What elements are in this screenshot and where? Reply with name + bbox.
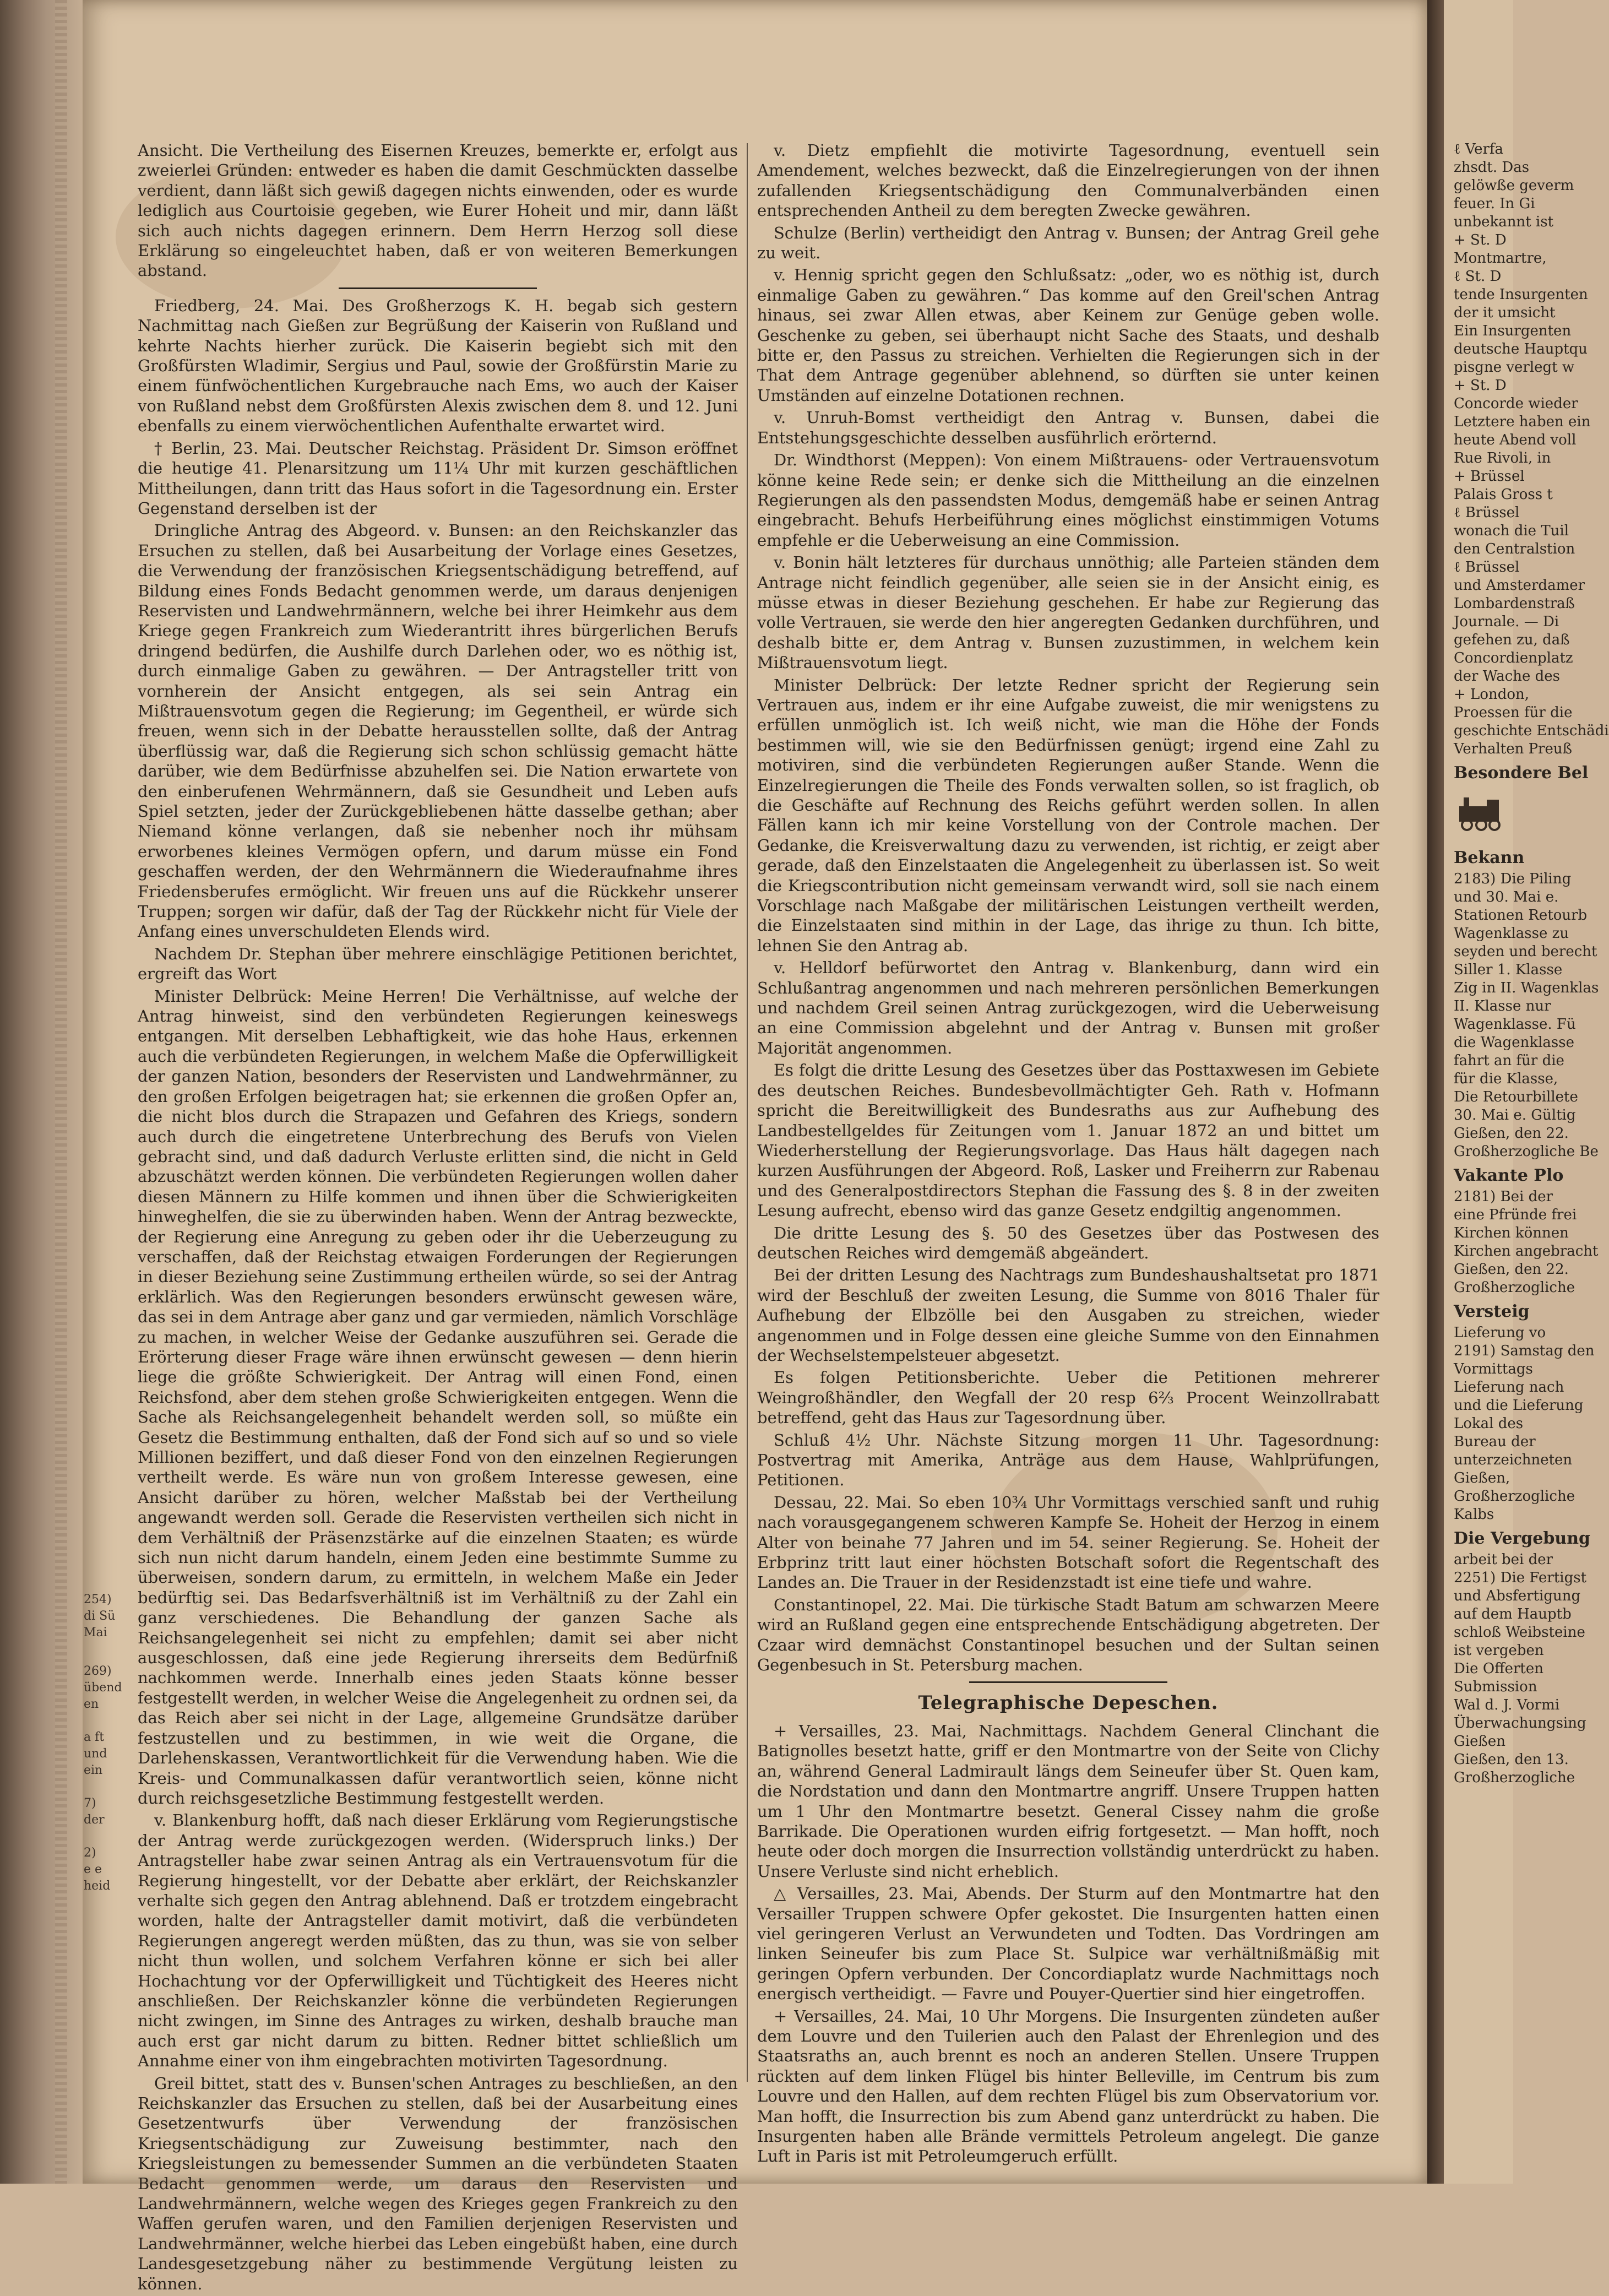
gutter-line: en bbox=[84, 1697, 99, 1711]
adjacent-line: unbekannt ist bbox=[1454, 214, 1554, 230]
adjacent-line: 2181) Bei der bbox=[1454, 1188, 1553, 1205]
adjacent-line: Lombardenstraß bbox=[1454, 595, 1575, 612]
adjacent-line: Lokal des bbox=[1454, 1415, 1524, 1432]
adjacent-line: unterzeichneten bbox=[1454, 1452, 1573, 1468]
adjacent-heading: Vakante Plo bbox=[1454, 1166, 1564, 1185]
article-paragraph: v. Helldorf befürwortet den Antrag v. Blankenburg, dann wird ein Schlußantrag angenommen und nach mehreren persönlichen Bemerkungen und nachdem Greil seinen Antrag zurückgezogen, wird die Ueberweisung an eine Commission abgelehnt und der Antrag v. Bunsen mit großer Majorität angenommen. bbox=[757, 958, 1379, 1057]
adjacent-line: Gießen, bbox=[1454, 1470, 1510, 1486]
article-paragraph: Dringliche Antrag des Abgeord. v. Bunsen: an den Reichskanzler das Ersuchen zu stellen, daß bei Ausarbeitung der Vorlage eines Gesetzes, die Verwendung der französischen Kriegsentschädigung betreffend, auf Bildung eines Fonds Bedacht genommen werde, um daraus denjenigen Reservisten und Landwehrmännern, welche bei ihrer Heimkehr aus dem Kriege gegen Frankreich zum Wiederantritt ihres bürgerlichen Berufs dringend bedürfen, die Aushilfe durch Darlehen oder, wo es nöthig ist, durch einmalige Gaben zu gewähren. — Der Antragsteller tritt von vornherein der Ansicht entgegen, als sei sein Antrag ein Mißtrauensvotum gegen die Regierung; im Gegentheil, er würde sich freuen, wenn sich in der Debatte herausstellen sollte, daß der Antrag überflüssig war, daß die Regierung sich schon schlüssig gemacht hätte darüber, wie dem Bedürfnisse abzuhelfen sei. Die Nation erwartete von den einberufenen Wehrmännern, daß sie Gesundheit und Leben aufs Spiel setzten, jeder der Zurückgebliebenen hätte dasselbe gethan; aber Niemand könne verlangen, daß sie nebenher noch ihr mühsam erworbenes kleines Vermögen opfern, und darum müsse ein Fond geschaffen werden, der den Wehrmännern die Wiederaufnahme ihres Friedensberufes ermöglicht. Wir freuen uns auf die Rückkehr unserer Truppen; sorgen wir dafür, daß der Tag der Rückkehr nicht für Viele der Anfang eines unverschuldeten Elends wird. bbox=[138, 521, 738, 941]
adjacent-line: Stationen Retourb bbox=[1454, 907, 1588, 924]
article-paragraph: Minister Delbrück: Der letzte Redner spricht der Regierung sein Vertrauen aus, indem er ihr eine Aufgabe zuweist, die mir wenigstens zu erfüllen unmöglich ist. Ich weiß nicht, wie man die Höhe der Fonds bestimmen will, wie sie den Bedürfnissen genügt; irgend eine Zahl zu motiviren, sind die verbündeten Regierungen außer Stande. Wenn die Einzelregierungen die Theile des Fonds verwalten sollen, so ist fraglich, ob die Geschäfte auf Rechnung des Reichs geführt werden sollen. In allen Fällen kann ich mir keine Vorstellung von der Controle machen. Der Gedanke, die Kreisverwaltung dazu zu verwenden, ist richtig, er zeigt aber gerade, daß den Einzelstaaten die Angelegenheit zu überlassen ist. So weit die Kriegscontribution nicht gemeinsam verwandt wird, soll sie nach einem Vorschlage nach Maßgabe der militärischen Leistungen vertheilt werden, die Einzelstaaten sind mithin in der Lage, das ihrige zu thun. Ich bitte, lehnen Sie den Antrag ab. bbox=[757, 675, 1379, 955]
adjacent-line: Kirchen angebracht bbox=[1454, 1243, 1599, 1260]
adjacent-line: Palais Gross t bbox=[1454, 486, 1553, 503]
adjacent-line: geschichte Entschädi bbox=[1454, 723, 1609, 739]
adjacent-heading: Versteig bbox=[1454, 1302, 1530, 1321]
article-berlin: † Berlin, 23. Mai. Deutscher Reichstag. Präsident Dr. Simson eröffnet die heutige 41. Plenarsitzung um 11¼ Uhr mit kurzen geschäftlichen Mittheilungen, dann tritt das Haus sofort in die Tagesordnung ein. Erster Gegenstand derselben ist der bbox=[138, 438, 738, 518]
article-paragraph: Nachdem Dr. Stephan über mehrere einschlägige Petitionen berichtet, ergreift das Wort bbox=[138, 944, 738, 984]
adjacent-line: Siller 1. Klasse bbox=[1454, 962, 1563, 978]
adjacent-line: Großherzogliche bbox=[1454, 1279, 1575, 1296]
left-column bbox=[138, 140, 738, 2296]
adjacent-line: ℓ Verfa bbox=[1454, 141, 1504, 158]
adjacent-line: tende Insurgenten bbox=[1454, 286, 1588, 303]
gutter-line: di Sü bbox=[84, 1609, 116, 1623]
adjacent-heading: Die Vergebung bbox=[1454, 1529, 1590, 1548]
gutter-line: übend bbox=[84, 1681, 122, 1695]
gutter-line: 7) bbox=[84, 1796, 96, 1810]
adjacent-line: Gießen, den 13. bbox=[1454, 1751, 1569, 1768]
adjacent-line: Großherzogliche Be bbox=[1454, 1143, 1599, 1160]
section-rule bbox=[339, 287, 537, 289]
adjacent-line: Die Offerten bbox=[1454, 1660, 1543, 1677]
adjacent-line: Proessen für die bbox=[1454, 704, 1573, 721]
article-paragraph: Greil bittet, statt des v. Bunsen'schen Antrages zu beschließen, an den Reichskanzler das Ersuchen zu stellen, daß bei der Ausarbeitung eines Gesetzentwurfs über Verwendung der französischen Kriegsentschädigung zur Zuweisung bestimmter, nach den Kriegsleistungen zu bemessender Summen an die verbündeten Staaten Bedacht genommen werde, um daraus den Reservisten und Landwehrmännern, welche wegen des Krieges gegen Frankreich zu den Waffen gerufen waren, und den Familien derjenigen Reservisten und Landwehrmänner, welche hierbei das Leben eingebüßt haben, eine durch Landesgesetzgebung näher zu bestimmende Vergütung leisten zu können. bbox=[138, 2074, 738, 2293]
adjacent-line: gelöwße geverm bbox=[1454, 177, 1574, 194]
adjacent-line: und Amsterdamer bbox=[1454, 577, 1585, 594]
gutter-line: Mai bbox=[84, 1626, 107, 1640]
adjacent-line: + St. D bbox=[1454, 232, 1507, 248]
adjacent-line: Gießen, den 22. bbox=[1454, 1261, 1569, 1278]
adjacent-line: Rue Rivoli, in bbox=[1454, 450, 1551, 466]
adjacent-line: 2251) Die Fertigst bbox=[1454, 1570, 1587, 1586]
adjacent-line: wonach die Tuil bbox=[1454, 523, 1569, 539]
adjacent-line: Letztere haben ein bbox=[1454, 414, 1591, 430]
adjacent-line: der Wache des bbox=[1454, 668, 1561, 685]
adjacent-line: Wagenklasse zu bbox=[1454, 925, 1569, 942]
adjacent-line: 2191) Samstag den bbox=[1454, 1343, 1595, 1359]
adjacent-line: Großherzogliche bbox=[1454, 1488, 1575, 1505]
adjacent-line: Concordienplatz bbox=[1454, 650, 1573, 666]
adjacent-line: Montmartre, bbox=[1454, 250, 1547, 267]
article-paragraph: v. Dietz empfiehlt die motivirte Tagesordnung, eventuell sein Amendement, welches bezweckt, daß die Einzelregierungen von der ihnen zufallenden Kriegsentschädigung den Communalverbänden einen entsprechenden Antheil zu dem beregten Zwecke gewähren. bbox=[757, 141, 1379, 220]
adjacent-line: 2183) Die Piling bbox=[1454, 871, 1572, 887]
article-paragraph: Minister Delbrück: Meine Herren! Die Verhältnisse, auf welche der Antrag hinweist, sind den verbündeten Regierungen keineswegs entgangen. Mit derselben Lebhaftigkeit, wie das hohe Haus, erkennen auch die verbündeten Regierungen, in welchem Maße die Opferwilligkeit der ganzen Nation, besonders der Reservisten und Landwehrmänner, zu den großen Erfolgen beigetragen hat; sie erkennen die großen Opfer an, die nicht blos durch die Strapazen und Gefahren des Kriegs, sondern auch durch die eingetretene Unterbrechung des Berufs von Vielen gebracht sind, und daß dadurch Verluste erlitten sind, die nicht in Geld abzuschätzt werden können. Die verbündeten Regierungen wollen daher diesen Männern zu Hilfe kommen und ihnen über die Schwierigkeiten hinweghelfen, die sie zu überwinden haben. Wenn der Antrag bezweckte, der Regierung eine Anregung zu geben oder ihr die Ueberzeugung zu verschaffen, daß der Reichstag etwaigen Forderungen der Regierungen in dieser Beziehung seine Zustimmung ertheilen würde, so sei der Antrag erklärlich. Was den Regierungen besonders erwünscht gewesen wäre, das sei in dem Antrage aber ganz und gar vermieden, nämlich Vorschläge zu machen, in welcher Weise der Gedanke auszuführen sei. Gerade die Erörterung dieser Frage wäre ihnen erwünscht gewesen — denn hierin liege die größte Schwierigkeit. Der Antrag will einen Fond, einen Reichsfond, aber dem stehen große Schwierigkeiten entgegen. Wenn die Sache als Reichsangelegenheit behandelt werden soll, so müßte ein Gesetz die Bestimmung enthalten, daß der Fond sich auf so und so viele Millionen beziffert, und daß dieser Fond von den einzelnen Regierungen vertheilt werde. Es wäre nun von großem Interesse gewesen, eine Ansicht darüber zu hören, welcher Maßstab bei der Vertheilung angewandt werden soll. Gerade die Reservisten vertheilen sich nicht in dem Verhältniß der Präsenzstärke auf die einzelnen Staaten; es würde sich nun nicht darum handeln, einem Jeden eine bestimmte Summe zu überweisen, sondern darum, zu ermitteln, in welchem Maße ein Jeder bedürftig sei. Das Bedarfsverhältniß ist im Verhältniß zu der Zahl ein ganz verschiedenes. Die Behandlung der ganzen Sache als Reichsangelegenheit sei nicht zu empfehlen; damit sei aber nicht ausgeschlossen, daß eine jede Regierung ihrerseits dem Bedürfniß nachkommen werde. Innerhalb eines jeden Staats könne besser festgestellt werden, in welcher Weise die Angelegenheit zu ordnen sei, da das Reich aber sei nicht in der Lage, allgemeine Grundsätze darüber festzustellen und zu bestimmen, in wie weit die Organe, die Darlehenskassen, Verantwortlichkeit für die Verwendung haben. Wie die Kreis- und Communalkassen dafür verantwortlich seien, könne nicht durch reichsgesetzliche Bestimmung festgestellt werden. bbox=[138, 986, 738, 1808]
article-paragraph: Dr. Windthorst (Meppen): Von einem Mißtrauens- oder Vertrauensvotum könne keine Rede sein; er denke sich die Mittheilung an die einzelnen Regierungen als den passendsten Modus, demgemäß habe er seinen Antrag eingebracht. Behufs Herbeiführung eines möglichst einstimmigen Votums empfehle er die Ueberweisung an eine Commission. bbox=[757, 450, 1379, 550]
gutter-line: und bbox=[84, 1747, 107, 1761]
adjacent-line: eine Pfründe frei bbox=[1454, 1207, 1577, 1223]
gutter-line: ein bbox=[84, 1763, 103, 1777]
gutter-line: 269) bbox=[84, 1664, 112, 1678]
adjacent-line: und 30. Mai e. bbox=[1454, 889, 1559, 905]
adjacent-line: Vormittags bbox=[1454, 1361, 1533, 1377]
adjacent-line: den Centralstion bbox=[1454, 541, 1575, 557]
gutter-line: a ft bbox=[84, 1730, 105, 1744]
adjacent-line: die Wagenklasse bbox=[1454, 1034, 1574, 1051]
gutter-line: der bbox=[84, 1813, 105, 1827]
adjacent-line: + London, bbox=[1454, 686, 1530, 703]
adjacent-line: heute Abend voll bbox=[1454, 432, 1577, 448]
adjacent-line: 30. Mai e. Gültig bbox=[1454, 1107, 1576, 1123]
page-edges bbox=[55, 0, 67, 2184]
adjacent-line: pisgne verlegt w bbox=[1454, 359, 1575, 376]
article-paragraph: v. Unruh-Bomst vertheidigt den Antrag v. Bunsen, dabei die Entstehungsgeschichte desselben ausführlich erörternd. bbox=[757, 408, 1379, 447]
page-gutter bbox=[1427, 0, 1444, 2184]
article-constantinopel: Constantinopel, 22. Mai. Die türkische Stadt Batum am schwarzen Meere wird an Rußland gegen eine entsprechende Entschädigung abgetreten. Der Czaar wird demnächst Constantinopel besuchen und der Sultan seinen Gegenbesuch in St. Petersburg machen. bbox=[757, 1595, 1379, 1675]
column-divider bbox=[747, 143, 748, 2082]
article-friedberg: Friedberg, 24. Mai. Des Großherzogs K. H. begab sich gestern Nachmittag nach Gießen zur Begrüßung der Kaiserin von Rußland und kehrte Nachts hierher zurück. Die Kaiserin begiebt sich mit den Großfürsten Wladimir, Sergius und Paul, sowie der Großfürstin Marie zu einem fünfwöchentlichen Kurgebrauche nach Ems, wo auch der Kaiser von Rußland nebst dem Großfürsten Alexis zwischen dem 8. und 12. Juni ebenfalls zu einem vierwöchentlichen Aufenthalte erwartet wird. bbox=[138, 296, 738, 436]
article-paragraph: v. Bonin hält letzteres für durchaus unnöthig; alle Parteien ständen dem Antrage nicht feindlich gegenüber, alle seien sie in der Ansicht einig, es müsse etwas in dieser Beziehung geschehen. Er habe zur Regierung das volle Vertrauen, sie werde den hier angeregten Gedanken durchführen, und deshalb bitte er, dem Antrag v. Bunsen zuzustimmen, in welchem kein Mißtrauensvotum liegt. bbox=[757, 553, 1379, 672]
telegram-paragraph: △ Versailles, 23. Mai, Abends. Der Sturm auf den Montmartre hat den Versailler Truppen schwere Opfer gekostet. Die Insurgenten hatten einen viel geringeren Verlust an Verwundeten und Todten. Das Vordringen am linken Seineufer bis zum Place St. Sulpice war verhältnißmäßig mit geringen Opfern verbunden. Der Concordiaplatz wurde Nachmittags noch energisch vertheidigt. — Favre und Pouyer-Quertier sind hier eingetroffen. bbox=[757, 1884, 1379, 2004]
adjacent-line: ℓ Brüssel bbox=[1454, 504, 1520, 521]
adjacent-line: Ein Insurgenten bbox=[1454, 323, 1572, 339]
gutter-line: 2) bbox=[84, 1846, 96, 1860]
article-paragraph: Ansicht. Die Vertheilung des Eisernen Kreuzes, bemerkte er, erfolgt aus zweierlei Gründen: entweder es haben die damit Geschmückten dasselbe verdient, dann läßt sich gewiß dagegen nichts einwenden, oder es wurde lediglich aus Courtoisie gegeben, wie Eurer Hoheit und mir, dann läßt sich auch nichts dagegen erinnern. Dem Herrn Herzog soll diese Erklärung so eingeleuchtet haben, daß er von weiteren Bemerkungen abstand. bbox=[138, 141, 738, 280]
section-rule bbox=[969, 1681, 1167, 1683]
adjacent-line: für die Klasse, bbox=[1454, 1071, 1558, 1087]
article-paragraph: v. Blankenburg hofft, daß nach dieser Erklärung vom Regierungstische der Antrag werde zurückgezogen werden. (Widerspruch links.) Der Antragsteller habe zwar seinen Antrag als ein Vertrauensvotum für die Regierung hingestellt, vor der Debatte aber erklärt, der Reichskanzler verhalte sich gegen den Antrag ablehnend. Daß er trotzdem eingebracht worden, halte der Antragsteller damit motivirt, daß die verbündeten Regierungen angeregt werden müßten, das zu thun, was sie von selber nicht thun wollen, und solchem Verfahren könne er sich bei aller Hochachtung vor der Opferwilligkeit und Tüchtigkeit des Heeres nicht anschließen. Der Reichskanzler könne die verbündeten Regierungen nicht zwingen, im Sinne des Antrages zu wirken, deshalb brauche man auch erst gar nicht darum zu bitten. Redner bittet schließlich um Annahme einer von ihm eingebrachten motivirten Tagesordnung. bbox=[138, 1811, 738, 2071]
adjacent-line: Journale. — Di bbox=[1454, 614, 1559, 630]
adjacent-line: Bureau der bbox=[1454, 1434, 1536, 1450]
adjacent-line: Submission bbox=[1454, 1679, 1537, 1695]
adjacent-line: Lieferung nach bbox=[1454, 1379, 1564, 1396]
adjacent-line: Die Retourbillete bbox=[1454, 1089, 1578, 1105]
adjacent-line: Lieferung vo bbox=[1454, 1325, 1546, 1341]
adjacent-line: ℓ Brüssel bbox=[1454, 559, 1520, 576]
article-paragraph: Schulze (Berlin) vertheidigt den Antrag v. Bunsen; der Antrag Greil gehe zu weit. bbox=[757, 223, 1379, 263]
adjacent-line: feuer. In Gi bbox=[1454, 196, 1535, 212]
adjacent-line: arbeit bei der bbox=[1454, 1551, 1553, 1568]
adjacent-line: auf dem Hauptb bbox=[1454, 1606, 1572, 1622]
adjacent-line: Verhalten Preuß bbox=[1454, 741, 1573, 757]
adjacent-line: zhsdt. Das bbox=[1454, 159, 1530, 176]
adjacent-line: + St. D bbox=[1454, 377, 1507, 394]
adjacent-line: Großherzogliche bbox=[1454, 1770, 1575, 1786]
adjacent-line: der it umsicht bbox=[1454, 305, 1556, 321]
adjacent-line: gefehen zu, daß bbox=[1454, 632, 1570, 648]
adjacent-line: ist vergeben bbox=[1454, 1642, 1544, 1659]
adjacent-line: seyden und berecht bbox=[1454, 943, 1597, 960]
adjacent-line: Kalbs bbox=[1454, 1506, 1494, 1523]
adjacent-line: Kirchen können bbox=[1454, 1225, 1569, 1241]
telegram-paragraph: + Versailles, 23. Mai, Nachmittags. Nachdem General Clinchant die Batignolles besetzt hatte, griff er den Montmartre von der Seite von Clichy an, während General Ladmirault längs dem Seineufer über St. Quen kam, die Nordstation und dann den Montmartre angriff. Unsere Truppen hatten um 1 Uhr den Montmartre besetzt. General Cissey nahm die große Barrikade. Die Operationen wurden eifrig fortgesetzt. — Man hofft, noch heute oder doch morgen die Insurrection vollständig unterdrückt zu haben. Unsere Verluste sind nicht erheblich. bbox=[757, 1721, 1379, 1881]
article-paragraph: Es folgt die dritte Lesung des Gesetzes über das Posttaxwesen im Gebiete des deutschen Reiches. Bundesbevollmächtigter Geh. Rath v. Hofmann spricht die Bereitwilligkeit des Bundesraths aus zur Aufhebung des Landbestellgeldes für Zeitungen vom 1. Januar 1872 an und bittet um Wiederherstellung der Regierungsvorlage. Das Haus hält dagegen nach kurzen Ausführungen der Abgeord. Roß, Lasker und Freiherrn zur Rabenau und des Generalpostdirectors Stephan die Fassung des §. 8 in der zweiten Lesung aufrecht, ebenso wird das ganze Gesetz endgiltig angenommen. bbox=[757, 1061, 1379, 1220]
adjacent-line: fahrt an für die bbox=[1454, 1052, 1564, 1069]
locomotive-icon bbox=[1454, 790, 1509, 834]
article-paragraph: Bei der dritten Lesung des Nachtrags zum Bundeshaushaltsetat pro 1871 wird der Beschluß der zweiten Lesung, die Summe von 8016 Thaler für Aufhebung der Elbzölle bei den Ausgaben zu streichen, wieder angenommen und in Folge dessen eine gleiche Summe von den Einnahmen der Wechselstempelsteuer abgesetzt. bbox=[757, 1266, 1379, 1365]
adjacent-line: Überwachungsing bbox=[1454, 1715, 1586, 1732]
adjacent-line: und die Lieferung bbox=[1454, 1397, 1584, 1414]
article-paragraph: v. Hennig spricht gegen den Schlußsatz: „oder, wo es nöthig ist, durch einmalige Gaben zu gewähren.“ Das komme auf den Greil'schen Antrag hinaus, sei zwar Allen etwas, aber Keinem zur Genüge geben wolle. Geschenke zu geben, sei überhaupt nicht Sache des Staats, und deshalb bitte er, den Passus zu streichen. Verhielten die Regierungen sich in der That dem Antrage gegenüber ablehnend, so dürften sie unter keinen Umständen auf einzelne Dotationen rechnen. bbox=[757, 265, 1379, 405]
adjacent-heading: Bekann bbox=[1454, 848, 1525, 867]
adjacent-line: und Absfertigung bbox=[1454, 1588, 1581, 1604]
article-dessau: Dessau, 22. Mai. So eben 10¾ Uhr Vormittags verschied sanft und ruhig nach vorausgegangenem schweren Kampfe Se. Hoheit der Herzog in einem Alter von beinahe 77 Jahren und im 54. seiner Regierung. Se. Hoheit der Erbprinz tritt laut einer höchsten Botschaft sofort die Regentschaft des Landes an. Die Trauer in der Residenzstadt ist eine tiefe und wahre. bbox=[757, 1492, 1379, 1592]
adjacent-line: Concorde wieder bbox=[1454, 395, 1578, 412]
adjacent-line: Wal d. J. Vormi bbox=[1454, 1697, 1560, 1713]
adjacent-heading: Besondere Bel bbox=[1454, 763, 1589, 783]
right-column bbox=[757, 140, 1379, 2169]
telegrams-heading: Telegraphische Depeschen. bbox=[918, 1692, 1219, 1714]
adjacent-line: Gießen bbox=[1454, 1733, 1505, 1750]
article-paragraph: Schluß 4½ Uhr. Nächste Sitzung morgen 11 Uhr. Tagesordnung: Postvertrag mit Amerika, Anträge aus dem Hause, Wahlprüfungen, Petitionen. bbox=[757, 1430, 1379, 1490]
telegram-paragraph: + Versailles, 24. Mai, 10 Uhr Morgens. Die Insurgenten zündeten außer dem Louvre und den Tuilerien auch den Palast der Ehrenlegion und des Staatsraths an, auch brennt es noch an anderen Stellen. Unsere Truppen rückten auf dem linken Flügel bis hinter Belleville, im Centrum bis zum Louvre und den Hallen, auf dem rechten Flügel bis zum Observatorium vor. Man hofft, die Insurrection bis zum Abend ganz unterdrückt zu haben. Die Insurgenten haben alle Brände vermittels Petroleum angelegt. Die ganze Luft in Paris ist mit Petroleumgeruch erfüllt. bbox=[757, 2006, 1379, 2166]
book-spine bbox=[0, 0, 83, 2184]
gutter-line: e e bbox=[84, 1863, 102, 1876]
adjacent-line: Wagenklasse. Fü bbox=[1454, 1016, 1576, 1033]
adjacent-line: II. Klasse nur bbox=[1454, 998, 1551, 1014]
adjacent-line: Zig in II. Wagenklas bbox=[1454, 980, 1599, 996]
article-paragraph: Es folgen Petitionsberichte. Ueber die Petitionen mehrerer Weingroßhändler, den Wegfall der 20 resp 6⅔ Procent Weinzollrabatt betreffend, geht das Haus zur Tagesordnung über. bbox=[757, 1368, 1379, 1427]
adjacent-page-column bbox=[1454, 140, 1609, 1787]
adjacent-line: deutsche Hauptqu bbox=[1454, 341, 1588, 357]
adjacent-line: ℓ St. D bbox=[1454, 268, 1502, 285]
adjacent-line: Gießen, den 22. bbox=[1454, 1125, 1569, 1142]
adjacent-line: + Brüssel bbox=[1454, 468, 1525, 485]
gutter-text bbox=[84, 1592, 133, 1895]
gutter-line: heid bbox=[84, 1879, 111, 1893]
adjacent-line: schloß Weibsteine bbox=[1454, 1624, 1585, 1641]
article-paragraph: Die dritte Lesung des §. 50 des Gesetzes über das Postwesen des deutschen Reiches wird demgemäß abgeändert. bbox=[757, 1223, 1379, 1262]
gutter-line: 254) bbox=[84, 1593, 112, 1606]
